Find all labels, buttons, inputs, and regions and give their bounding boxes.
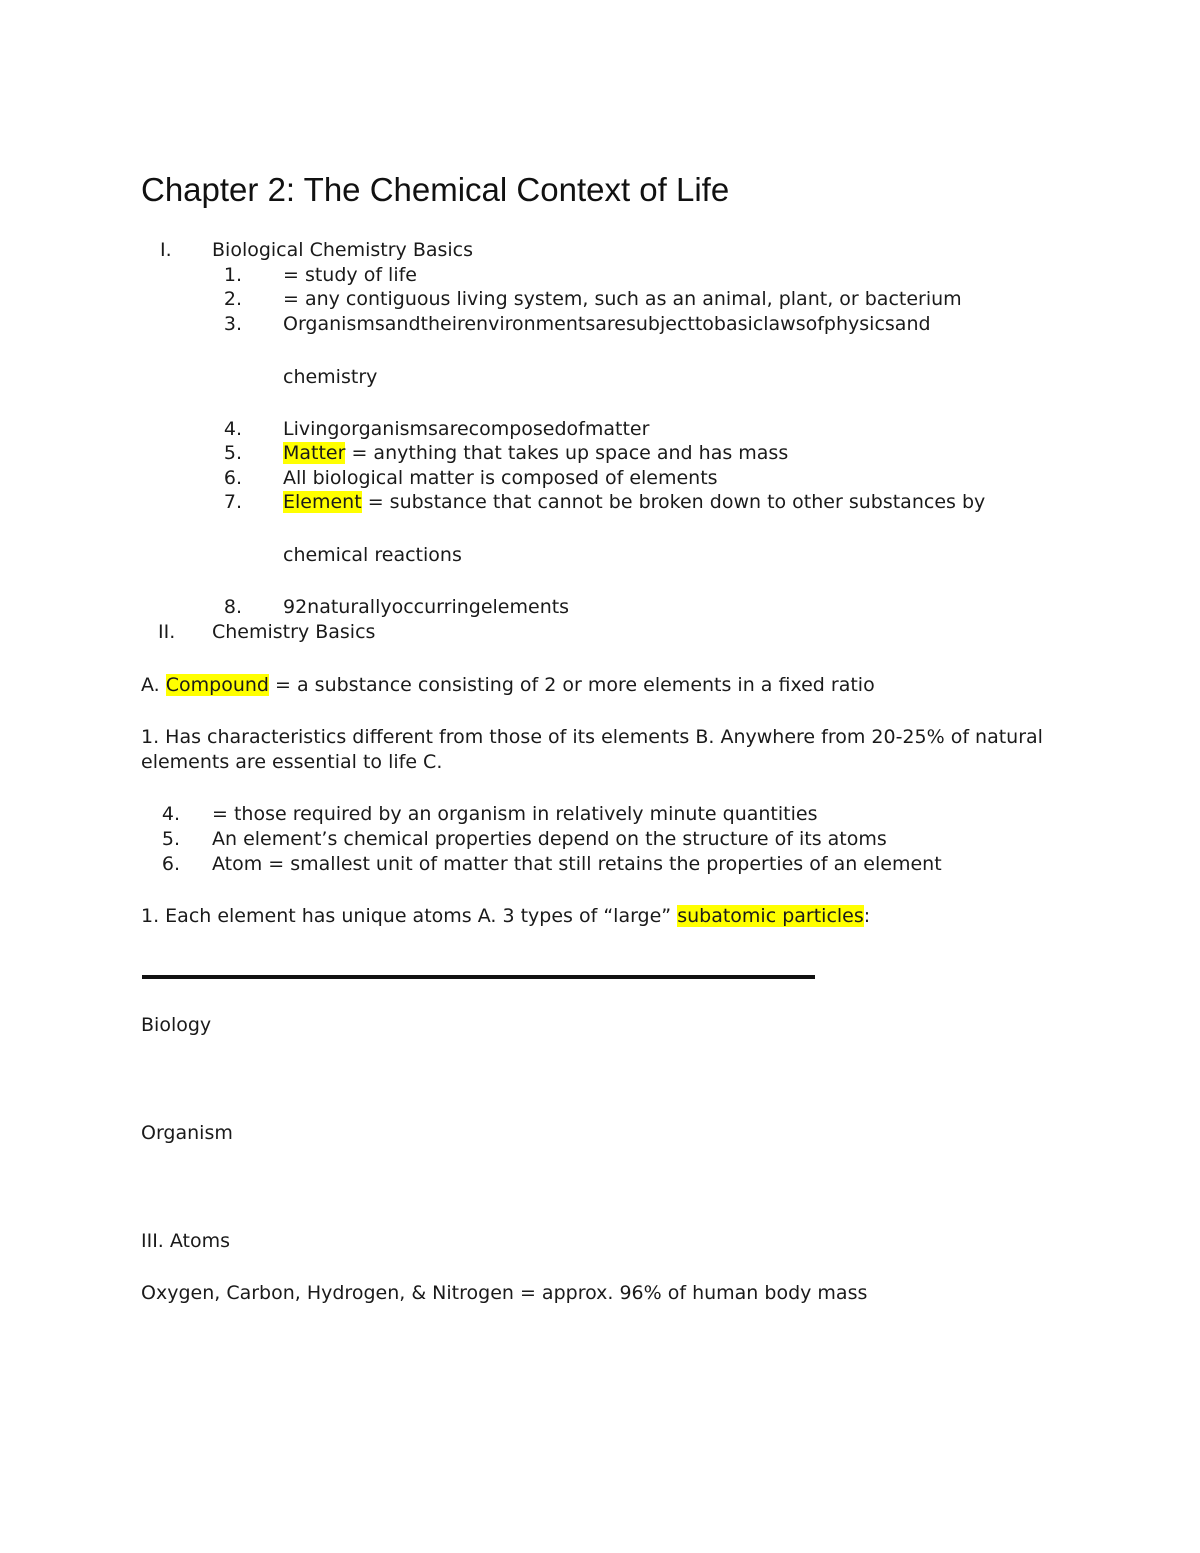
list-item [212, 287, 242, 311]
list-item-text [283, 441, 788, 465]
list-item [150, 827, 180, 851]
list-number: 4. [161, 803, 180, 825]
list-item-text: 92naturallyoccurringelements [283, 596, 570, 618]
list-item-continuation: chemistry [283, 366, 378, 388]
list-item-text: All biological matter is composed of elements [283, 467, 718, 489]
list-item-text: = those required by an organism in relatively minute quantities [212, 803, 818, 825]
section-2-numeral: II. [158, 621, 176, 643]
list-item-text: = study of life [283, 264, 417, 286]
highlighted-term: Matter [283, 442, 346, 464]
list-item [212, 441, 242, 465]
highlighted-term: Element [283, 491, 362, 513]
highlighted-term: subatomic particles [677, 905, 864, 927]
list-number: 8. [223, 596, 242, 618]
section-1-heading: Biological Chemistry Basics [212, 239, 474, 261]
definition-text: = a substance consisting of 2 or more elements in a fixed ratio [268, 674, 875, 696]
definition-text: = substance that cannot be broken down to other substances by [361, 491, 986, 513]
list-item-text: Atom = smallest unit of matter that still retains the properties of an element [212, 853, 942, 875]
list-item [212, 312, 242, 336]
list-item-continuation: chemical reactions [283, 544, 462, 566]
page-title: Chapter 2: The Chemical Context of Life [141, 171, 730, 208]
list-item [212, 490, 242, 514]
list-number: 4. [223, 418, 242, 440]
horizontal-rule [142, 975, 815, 979]
definition-text: = anything that takes up space and has mass [345, 442, 789, 464]
list-item-text [283, 490, 985, 514]
list-number: 5. [223, 442, 242, 464]
paragraph-line: 1. Has characteristics different from those of its elements B. Anywhere from 20-25% of natural [141, 726, 1043, 748]
paragraph-line: elements are essential to life C. [141, 751, 443, 773]
section-1-numeral: I. [160, 239, 172, 261]
list-item [212, 417, 242, 441]
list-item [150, 852, 180, 876]
list-number: 6. [161, 853, 180, 875]
list-number: 1. [223, 264, 242, 286]
paragraph-suffix: : [863, 905, 871, 927]
section-2-heading: Chemistry Basics [212, 621, 376, 643]
paragraph-text: 1. Each element has unique atoms A. 3 types of “large” [141, 905, 678, 927]
term-biology: Biology [141, 1014, 212, 1036]
atoms-text: Oxygen, Carbon, Hydrogen, & Nitrogen = approx. 96% of human body mass [141, 1282, 868, 1304]
compound-definition [141, 673, 875, 697]
section-3-heading: III. Atoms [141, 1230, 231, 1252]
term-organism: Organism [141, 1122, 233, 1144]
list-item [212, 466, 242, 490]
list-item-text: Livingorganismsarecomposedofmatter [283, 418, 650, 440]
list-number: 6. [223, 467, 242, 489]
list-number: 7. [223, 491, 242, 513]
list-number: 3. [223, 313, 242, 335]
list-item-text: An element’s chemical properties depend on the structure of its atoms [212, 828, 887, 850]
list-item [150, 802, 180, 826]
highlighted-term: Compound [165, 674, 269, 696]
list-item [212, 263, 242, 287]
list-number: 2. [223, 288, 242, 310]
subatomic-paragraph [141, 904, 870, 928]
list-item [212, 595, 242, 619]
list-item-text: Organismsandtheirenvironmentsaresubjecttobasiclawsofphysicsand [283, 313, 931, 335]
item-letter: A. [141, 674, 166, 696]
list-number: 5. [161, 828, 180, 850]
list-item-text: = any contiguous living system, such as an animal, plant, or bacterium [283, 288, 962, 310]
